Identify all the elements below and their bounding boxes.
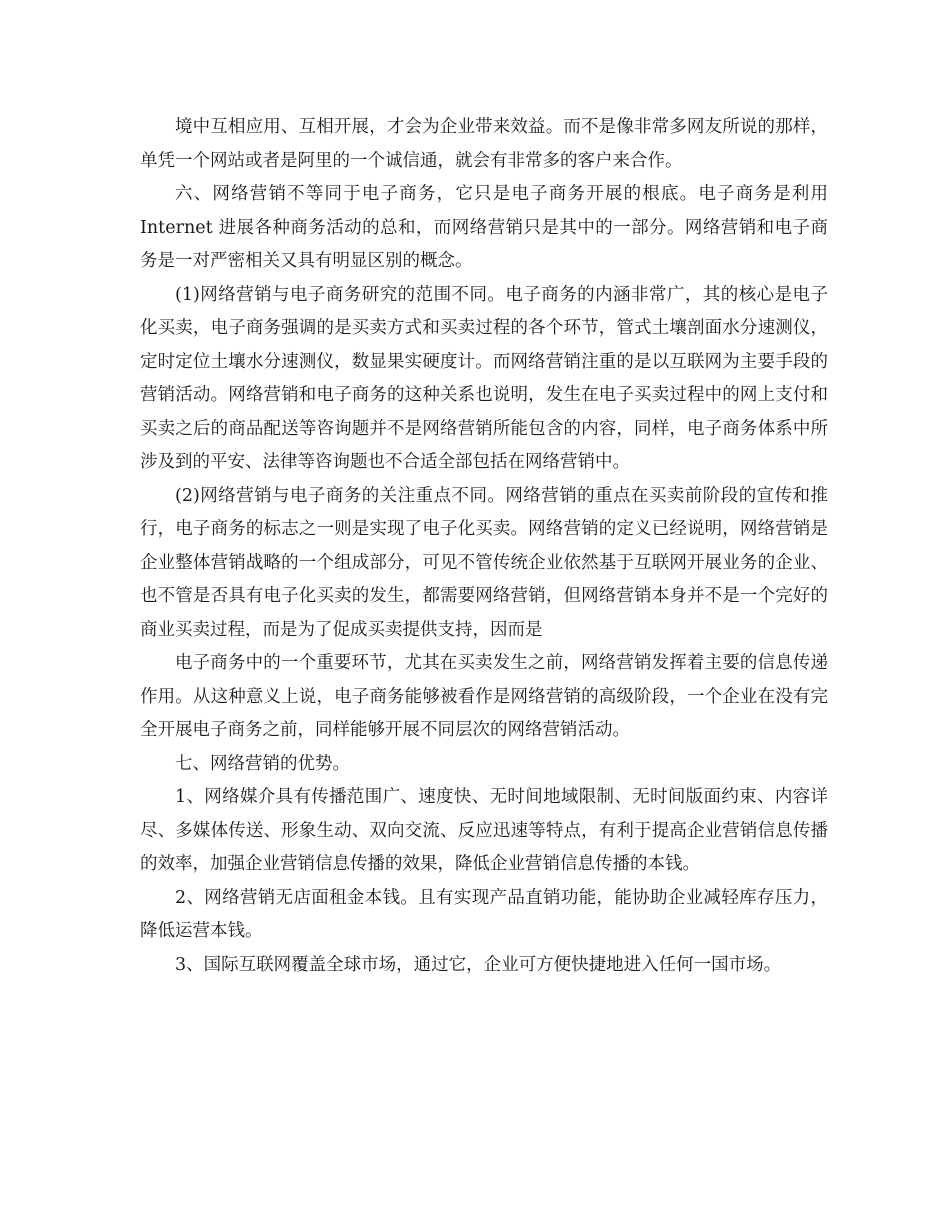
paragraph: (2)网络营销与电子商务的关注重点不同。网络营销的重点在买卖前阶段的宣传和推行，电子商务的标志之一则是实现了电子化买卖。网络营销的定义已经说明，网络营销是企业整体营销战略的一个组成部分，可见不管传统企业依然基于互联网开展业务的企业、也不管是否具有电子化买卖的发生，都需要网络营销，但网络营销本身并不是一个完好的商业买卖过程，而是为了促成买卖提供支持，因而是 xyxy=(140,485,828,640)
list-item: 3、国际互联网覆盖全球市场，通过它，企业可方便快捷地进入任何一国市场。 xyxy=(175,954,782,975)
paragraph: (1)网络营销与电子商务研究的范围不同。电子商务的内涵非常广，其的核心是电子化买卖，电子商务强调的是买卖方式和买卖过程的各个环节，管式土壤剖面水分速测仪，定时定位土壤水分速测仪，数显果实硬度计。而网络营销注重的是以互联网为主要手段的营销活动。网络营销和电子商务的这种关系也说明，发生在电子买卖过程中的网上支付和买卖之后的商品配送等咨询题并不是网络营销所能包含的内容，同样，电子商务体系中所涉及到的平安、法律等咨询题也不合适全部包括在网络营销中。 xyxy=(140,284,828,472)
section-heading: 七、网络营销的优势。 xyxy=(175,753,350,774)
document-page xyxy=(140,111,828,982)
list-item: 1、网络媒介具有传播范围广、速度快、无时间地域限制、无时间版面约束、内容详尽、多媒体传送、形象生动、双向交流、反应迅速等特点，有利于提高企业营销信息传播的效率，加强企业营销信息传播的效果，降低企业营销信息传播的本钱。 xyxy=(140,787,828,874)
paragraph: 电子商务中的一个重要环节，尤其在买卖发生之前，网络营销发挥着主要的信息传递作用。从这种意义上说，电子商务能够被看作是网络营销的高级阶段，一个企业在没有完全开展电子商务之前，同样能够开展不同层次的网络营销活动。 xyxy=(140,653,828,740)
paragraph: 六、网络营销不等同于电子商务，它只是电子商务开展的根底。电子商务是利用 Internet 进展各种商务活动的总和，而网络营销只是其中的一部分。网络营销和电子商务是一对严密相关又具有明显区别的概念。 xyxy=(140,184,828,271)
paragraph: 境中互相应用、互相开展，才会为企业带来效益。而不是像非常多网友所说的那样，单凭一个网站或者是阿里的一个诚信通，就会有非常多的客户来合作。 xyxy=(140,117,828,171)
list-item: 2、网络营销无店面租金本钱。且有实现产品直销功能，能协助企业减轻库存压力，降低运营本钱。 xyxy=(140,887,828,941)
